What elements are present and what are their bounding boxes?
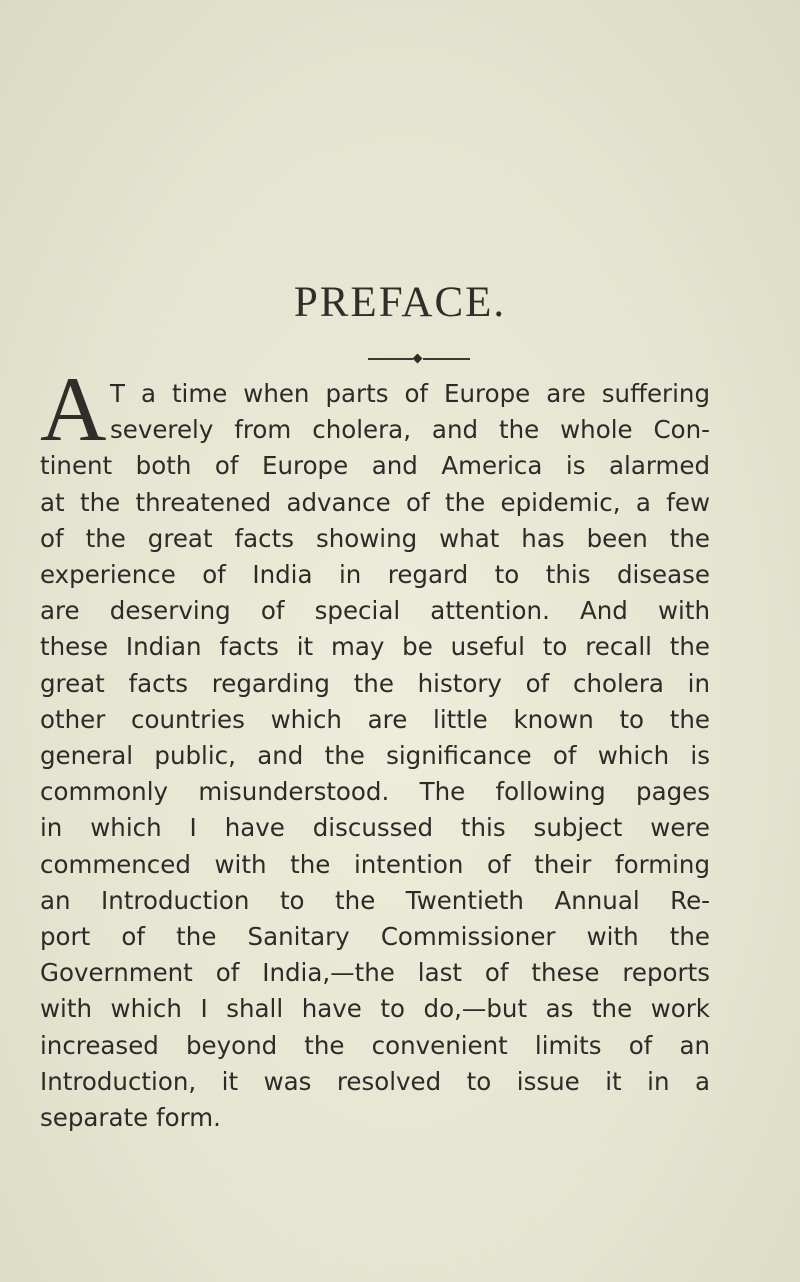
text-line: severely from cholera, and the whole Con- bbox=[110, 415, 710, 445]
text-line: with which I shall have to do,—but as the work bbox=[40, 994, 710, 1024]
text-line: T a time when parts of Europe are suffering bbox=[110, 379, 710, 408]
text-line: commonly misunderstood. The following pages bbox=[40, 777, 710, 807]
text-line: Introduction, it was resolved to issue it in a bbox=[40, 1066, 710, 1096]
text-line: separate form. bbox=[40, 1103, 221, 1133]
text-line: great facts regarding the history of cholera in bbox=[40, 668, 710, 698]
text-line: general public, and the significance of which is bbox=[40, 741, 710, 771]
text-line: other countries which are little known to the bbox=[40, 704, 710, 734]
text-line: Government of India,—the last of these reports bbox=[40, 958, 710, 988]
ornament-rule-left bbox=[368, 358, 413, 360]
drop-cap: A bbox=[40, 358, 107, 460]
text-line: an Introduction to the Twentieth Annual Re- bbox=[40, 885, 710, 915]
text-line: experience of India in regard to this disease bbox=[40, 560, 710, 590]
text-line: tinent both of Europe and America is alarmed bbox=[40, 451, 710, 481]
text-line: at the threatened advance of the epidemic, a few bbox=[40, 487, 710, 517]
text-line: of the great facts showing what has been the bbox=[40, 523, 710, 553]
text-line: commenced with the intention of their forming bbox=[40, 849, 710, 879]
text-line: port of the Sanitary Commissioner with the bbox=[40, 922, 710, 952]
text-line: increased beyond the convenient limits of an bbox=[40, 1030, 710, 1060]
preface-paragraph bbox=[40, 376, 710, 1136]
text-line: are deserving of special attention. And with bbox=[40, 596, 710, 626]
text-line: these Indian facts it may be useful to recall the bbox=[40, 632, 710, 662]
text-line: in which I have discussed this subject were bbox=[40, 813, 710, 843]
ornament-rule-right bbox=[423, 358, 470, 360]
page-title: PREFACE. bbox=[293, 279, 507, 326]
title-ornament bbox=[368, 353, 470, 365]
diamond-icon bbox=[413, 354, 423, 364]
